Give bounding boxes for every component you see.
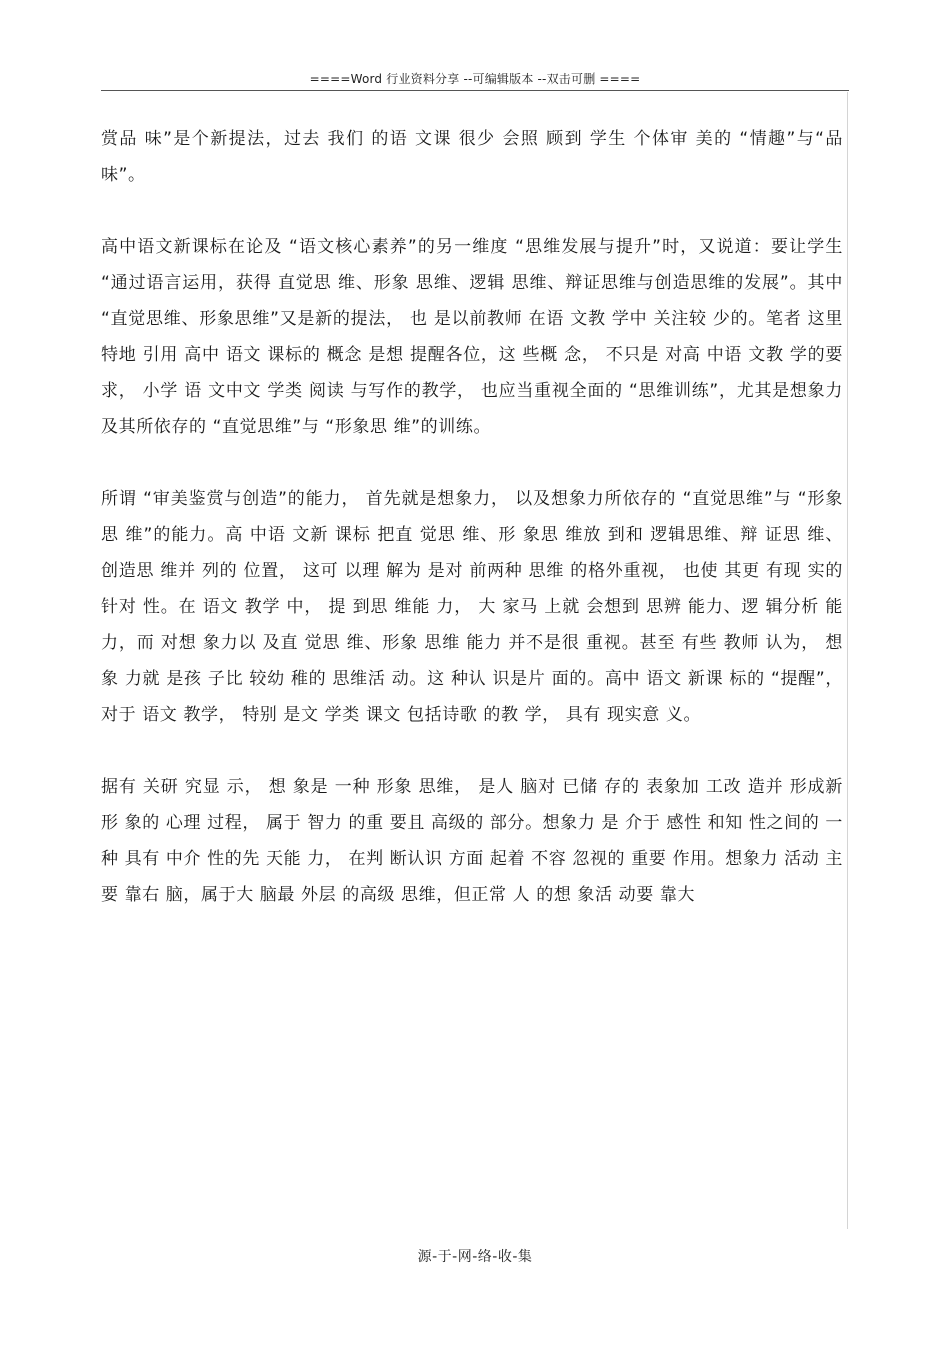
document-body [101,121,843,913]
right-margin-line [847,92,848,1229]
paragraph-4: 据有 关研 究显 示， 想 象是 一种 形象 思维， 是人 脑对 已储 存的 表象加 工改 造并 形成新形 象的 心理 过程， 属于 智力 的重 要且 高级的 部分。想象力 是 介于 感性 和知 性之间的 一种 具有 中介 性的先 天能 力， 在判 断认识 方面 起着 不容 忽视的 重要 作用。想象力 活动 主要 靠右 脑，属于大 脑最 外层 的高级 思维，但正常 人 的想 象活 动要 靠大 [101,777,843,905]
page-header: ====Word 行业资料分享 --可编辑版本 --双击可删 ==== [309,72,641,86]
paragraph-2: 高中语文新课标在论及 “语文核心素养”的另一维度 “思维发展与提升”时，又说道：要让学生 “通过语言运用，获得 直觉思 维、形象 思维、逻辑 思维、辩证思维与创造思维的发展”。其中 “直觉思维、形象思维”又是新的提法， 也 是以前教师 在语 文教 学中 关注较 少的。笔者 这里 特地 引用 高中 语文 课标的 概念 是想 提醒各位，这 些概 念， 不只是 对高 中语 文教 学的要 求， 小学 语 文中文 学类 阅读 与写作的教学， 也应当重视全面的 “思维训练”，尤其是想象力及其所依存的 “直觉思维”与 “形象思 维”的训练。 [101,237,843,437]
paragraph-gap [101,445,843,481]
paragraph-gap [101,193,843,229]
paragraph-gap [101,733,843,769]
header-divider [101,90,849,91]
paragraph-3: 所谓 “审美鉴赏与创造”的能力， 首先就是想象力， 以及想象力所依存的 “直觉思维”与 “形象思 维”的能力。高 中语 文新 课标 把直 觉思 维、形 象思 维放 到和 逻辑思维、辩 证思 维、 创造思 维并 列的 位置， 这可 以理 解为 是对 前两种 思维 的格外重视， 也使 其更 有现 实的 针对 性。在 语文 教学 中， 提 到思 维能 力， 大 家马 上就 会想到 思辨 能力、逻 辑分析 能力，而 对想 象力以 及直 觉思 维、形象 思维 能力 并不是很 重视。甚至 有些 教师 认为， 想象 力就 是孩 子比 较幼 稚的 思维活 动。这 种认 识是片 面的。高中 语文 新课 标的 “提醒”， 对于 语文 教学， 特别 是文 学类 课文 包括诗歌 的教 学， 具有 现实意 义。 [101,489,843,725]
paragraph-1: 赏品 味”是个新提法，过去 我们 的语 文课 很少 会照 顾到 学生 个体审 美的 “情趣”与“品味”。 [101,129,843,185]
page-footer: 源-于-网-络-收-集 [417,1249,533,1265]
